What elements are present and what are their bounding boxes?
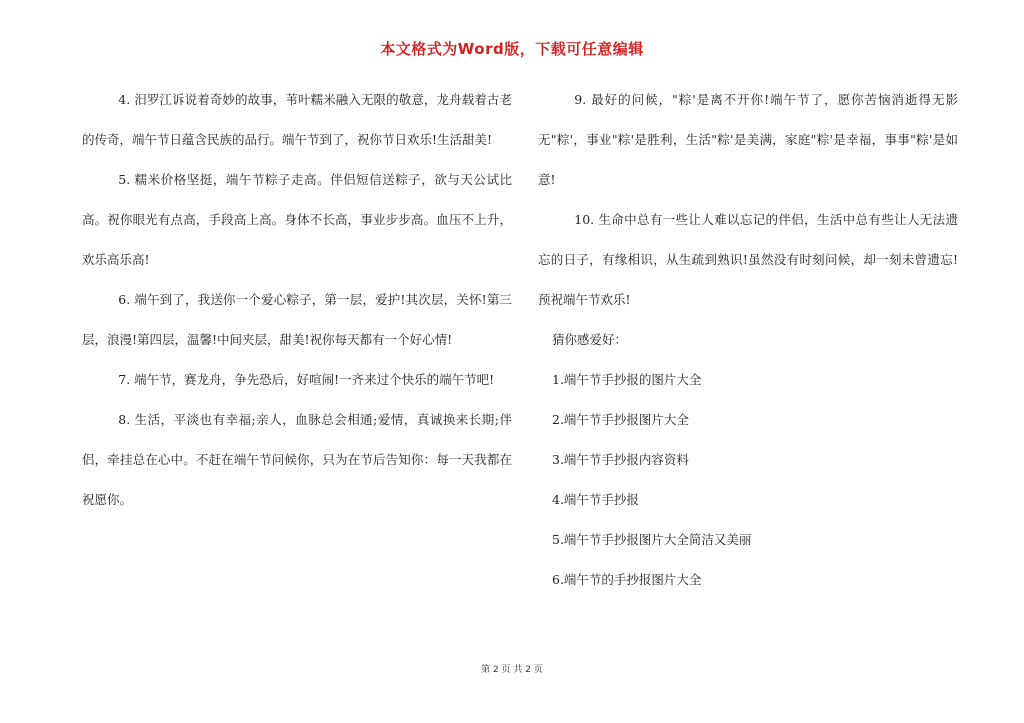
related-link-2[interactable]: 2.端午节手抄报图片大全 [552, 412, 689, 427]
page-number: 第 2 页 共 2 页 [481, 665, 543, 675]
related-link-6[interactable]: 6.端午节的手抄报图片大全 [552, 572, 702, 587]
left-column [82, 80, 512, 520]
related-link-5[interactable]: 5.端午节手抄报图片大全简洁又美丽 [552, 532, 752, 547]
related-link-1[interactable]: 1.端午节手抄报的图片大全 [552, 372, 702, 387]
related-link-3[interactable]: 3.端午节手抄报内容资料 [552, 452, 689, 467]
related-heading: 猜你感爱好： [552, 332, 628, 347]
paragraph-4: 4. 汨罗江诉说着奇妙的故事，苇叶糯米融入无限的敬意，龙舟载着古老的传奇，端午节日蕴含民族的品行。端午节到了，祝你节日欢乐!生活甜美! [82, 92, 512, 147]
document-banner: 本文格式为Word版，下载可任意编辑 [380, 40, 644, 58]
right-column [538, 80, 958, 600]
paragraph-7: 7. 端午节，赛龙舟，争先恐后，好喧闹!一齐来过个快乐的端午节吧! [118, 372, 495, 387]
paragraph-5: 5. 糯米价格坚挺，端午节粽子走高。伴侣短信送粽子，欲与天公试比高。祝你眼光有点高，手段高上高。身体不长高，事业步步高。血压不上升，欢乐高乐高! [82, 172, 512, 267]
paragraph-9: 9. 最好的问候，"粽'是离不开你!端午节了，愿你苦恼消逝得无影无"粽'，事业"粽'是胜利，生活"粽'是美满，家庭"粽'是幸福，事事"粽'是如意! [538, 92, 958, 187]
paragraph-10: 10. 生命中总有一些让人难以忘记的伴侣，生活中总有些让人无法遗忘的日子，有缘相识，从生疏到熟识!虽然没有时刻问候，却一刻未曾遗忘!预祝端午节欢乐! [538, 212, 958, 307]
related-link-4[interactable]: 4.端午节手抄报 [552, 492, 639, 507]
paragraph-6: 6. 端午到了，我送你一个爱心粽子，第一层，爱护!其次层，关怀!第三层，浪漫!第四层，温馨!中间夹层，甜美!祝你每天都有一个好心情! [82, 292, 512, 347]
paragraph-8: 8. 生活，平淡也有幸福;亲人，血脉总会相通;爱情，真诚换来长期;伴侣，牵挂总在心中。不赶在端午节问候你，只为在节后告知你：每一天我都在祝愿你。 [82, 412, 512, 507]
